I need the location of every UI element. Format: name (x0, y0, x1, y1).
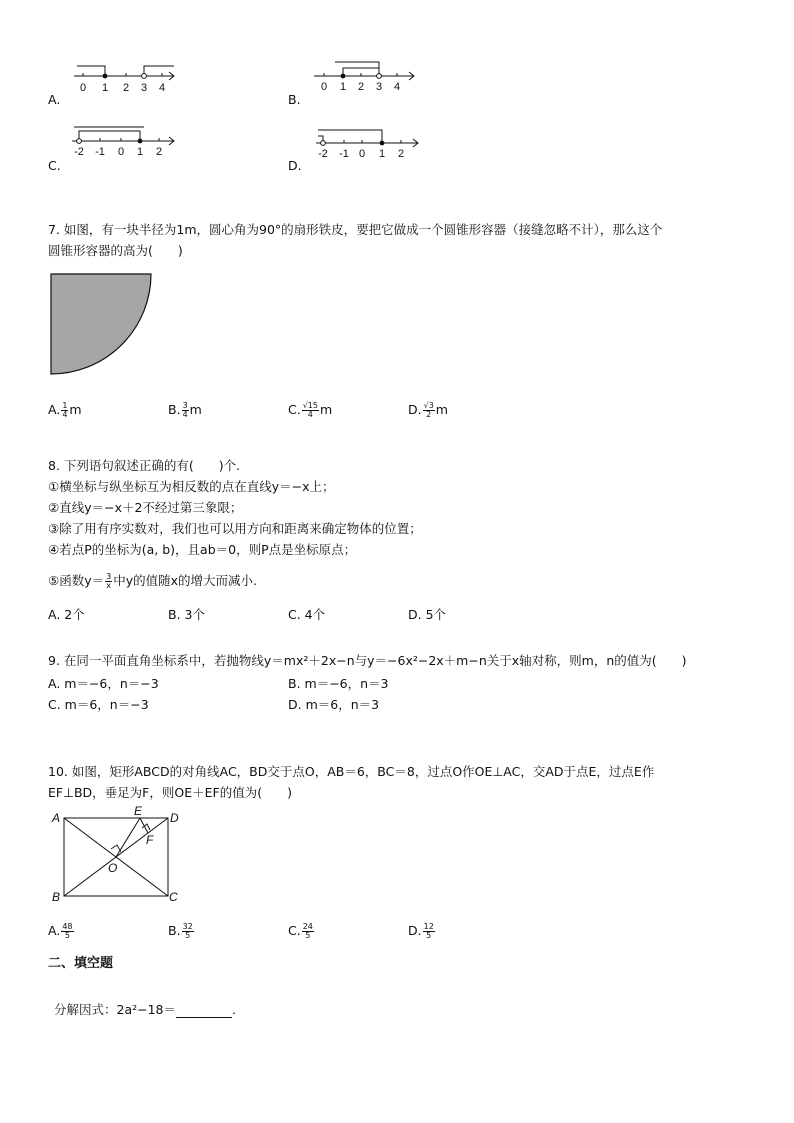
tick-label: 2 (397, 148, 405, 160)
vertex-label-c: C (169, 890, 178, 904)
q10-stem-line1: 10. 如图，矩形ABCD的对角线AC，BD交于点O，AB＝6，BC＝8，过点O作OE⊥AC，交AD于点E，过点E作 (48, 764, 655, 779)
tick-label: 3 (140, 82, 148, 94)
point-label-e: E (134, 804, 143, 818)
q10-option-a: A. $\frac{48}{5}$ (48, 922, 73, 940)
option-b-label: B. (288, 92, 301, 107)
tick-label: 0 (117, 146, 125, 158)
tick-label: 0 (79, 82, 87, 94)
tick-label: 2 (155, 146, 163, 158)
q8-statement-1: ①横坐标与纵坐标互为相反数的点在直线y＝−x上； (48, 479, 335, 494)
q10-option-b: B. $\frac{32}{5}$ (168, 922, 193, 940)
vertex-label-a: A (52, 811, 61, 825)
q7-option-a: A. $\frac{1}{4}$ m (48, 401, 82, 419)
q8-option-b: B. 3个 (168, 607, 205, 622)
q8-statement-3: ③除了用有序实数对，我们也可以用方向和距离来确定物体的位置； (48, 521, 422, 536)
option-d-label: D. (288, 158, 302, 173)
q8-statement-5: ⑤函数y＝ $\frac{3}{x}$ 中y的值随x的增大而减小. (48, 572, 257, 590)
tick-label: -1 (95, 146, 105, 158)
tick-label: 0 (320, 81, 328, 93)
q8-statement-2: ②直线y＝−x＋2不经过第三象限； (48, 500, 243, 515)
q7-option-d: D. $\frac{√3}{2}$ m (408, 401, 448, 419)
tick-label: 1 (136, 146, 144, 158)
number-line-c (66, 124, 178, 160)
q10-option-d: D. $\frac{12}{5}$ (408, 922, 434, 940)
q7-option-c: C. $\frac{√15}{4}$ m (288, 401, 333, 419)
option-c-label: C. (48, 158, 61, 173)
tick-label: 1 (378, 148, 386, 160)
rectangle-figure (46, 802, 186, 906)
section-title: 二、填空题 (48, 956, 114, 971)
q9-stem: 9. 在同一平面直角坐标系中，若抛物线y＝mx²＋2x−n与y＝−6x²−2x＋m−n关于x轴对称，则m，n的值为( ) (48, 653, 687, 668)
q9-option-b: B. m＝−6，n＝3 (288, 676, 389, 691)
point-label-f: F (146, 833, 154, 847)
tick-label: 1 (339, 81, 347, 93)
q8-option-c: C. 4个 (288, 607, 326, 622)
q9-option-c: C. m＝6，n＝−3 (48, 697, 149, 712)
q10-option-c: C. $\frac{24}{5}$ (288, 922, 313, 940)
answer-blank[interactable] (176, 1005, 232, 1018)
tick-label: 3 (375, 81, 383, 93)
q10-stem-line2: EF⊥BD，垂足为F，则OE＋EF的值为( ) (48, 785, 292, 800)
tick-label: 1 (101, 82, 109, 94)
fill-in-question: 分解因式：2a²−18＝ . (54, 1002, 236, 1017)
tick-label: 2 (122, 82, 130, 94)
vertex-label-d: D (170, 811, 179, 825)
q7-stem-line2: 圆锥形容器的高为( ) (48, 243, 183, 258)
number-line-a (70, 62, 180, 96)
q7-stem-line1: 7. 如图，有一块半径为1m，圆心角为90°的扇形铁皮，要把它做成一个圆锥形容器（接缝忽略不计），那么这个 (48, 222, 663, 237)
number-line-b (310, 58, 420, 96)
vertex-label-b: B (52, 890, 61, 904)
tick-label: 4 (158, 82, 166, 94)
tick-label: 4 (393, 81, 401, 93)
q8-option-d: D. 5个 (408, 607, 447, 622)
q8-statement-4: ④若点P的坐标为(a, b)，且ab＝0，则P点是坐标原点； (48, 542, 357, 557)
tick-label: -2 (318, 148, 328, 160)
q8-stem: 8. 下列语句叙述正确的有( )个. (48, 458, 241, 473)
q8-option-a: A. 2个 (48, 607, 85, 622)
q7-option-b: B. $\frac{3}{4}$ m (168, 401, 202, 419)
sector-figure (50, 273, 154, 377)
tick-label: -2 (74, 146, 84, 158)
q9-option-d: D. m＝6，n＝3 (288, 697, 380, 712)
option-a-label: A. (48, 92, 61, 107)
tick-label: -1 (339, 148, 349, 160)
tick-label: 2 (357, 81, 365, 93)
q9-option-a: A. m＝−6，n＝−3 (48, 676, 159, 691)
point-label-o: O (108, 861, 118, 875)
tick-label: 0 (358, 148, 366, 160)
number-line-d (310, 126, 422, 162)
